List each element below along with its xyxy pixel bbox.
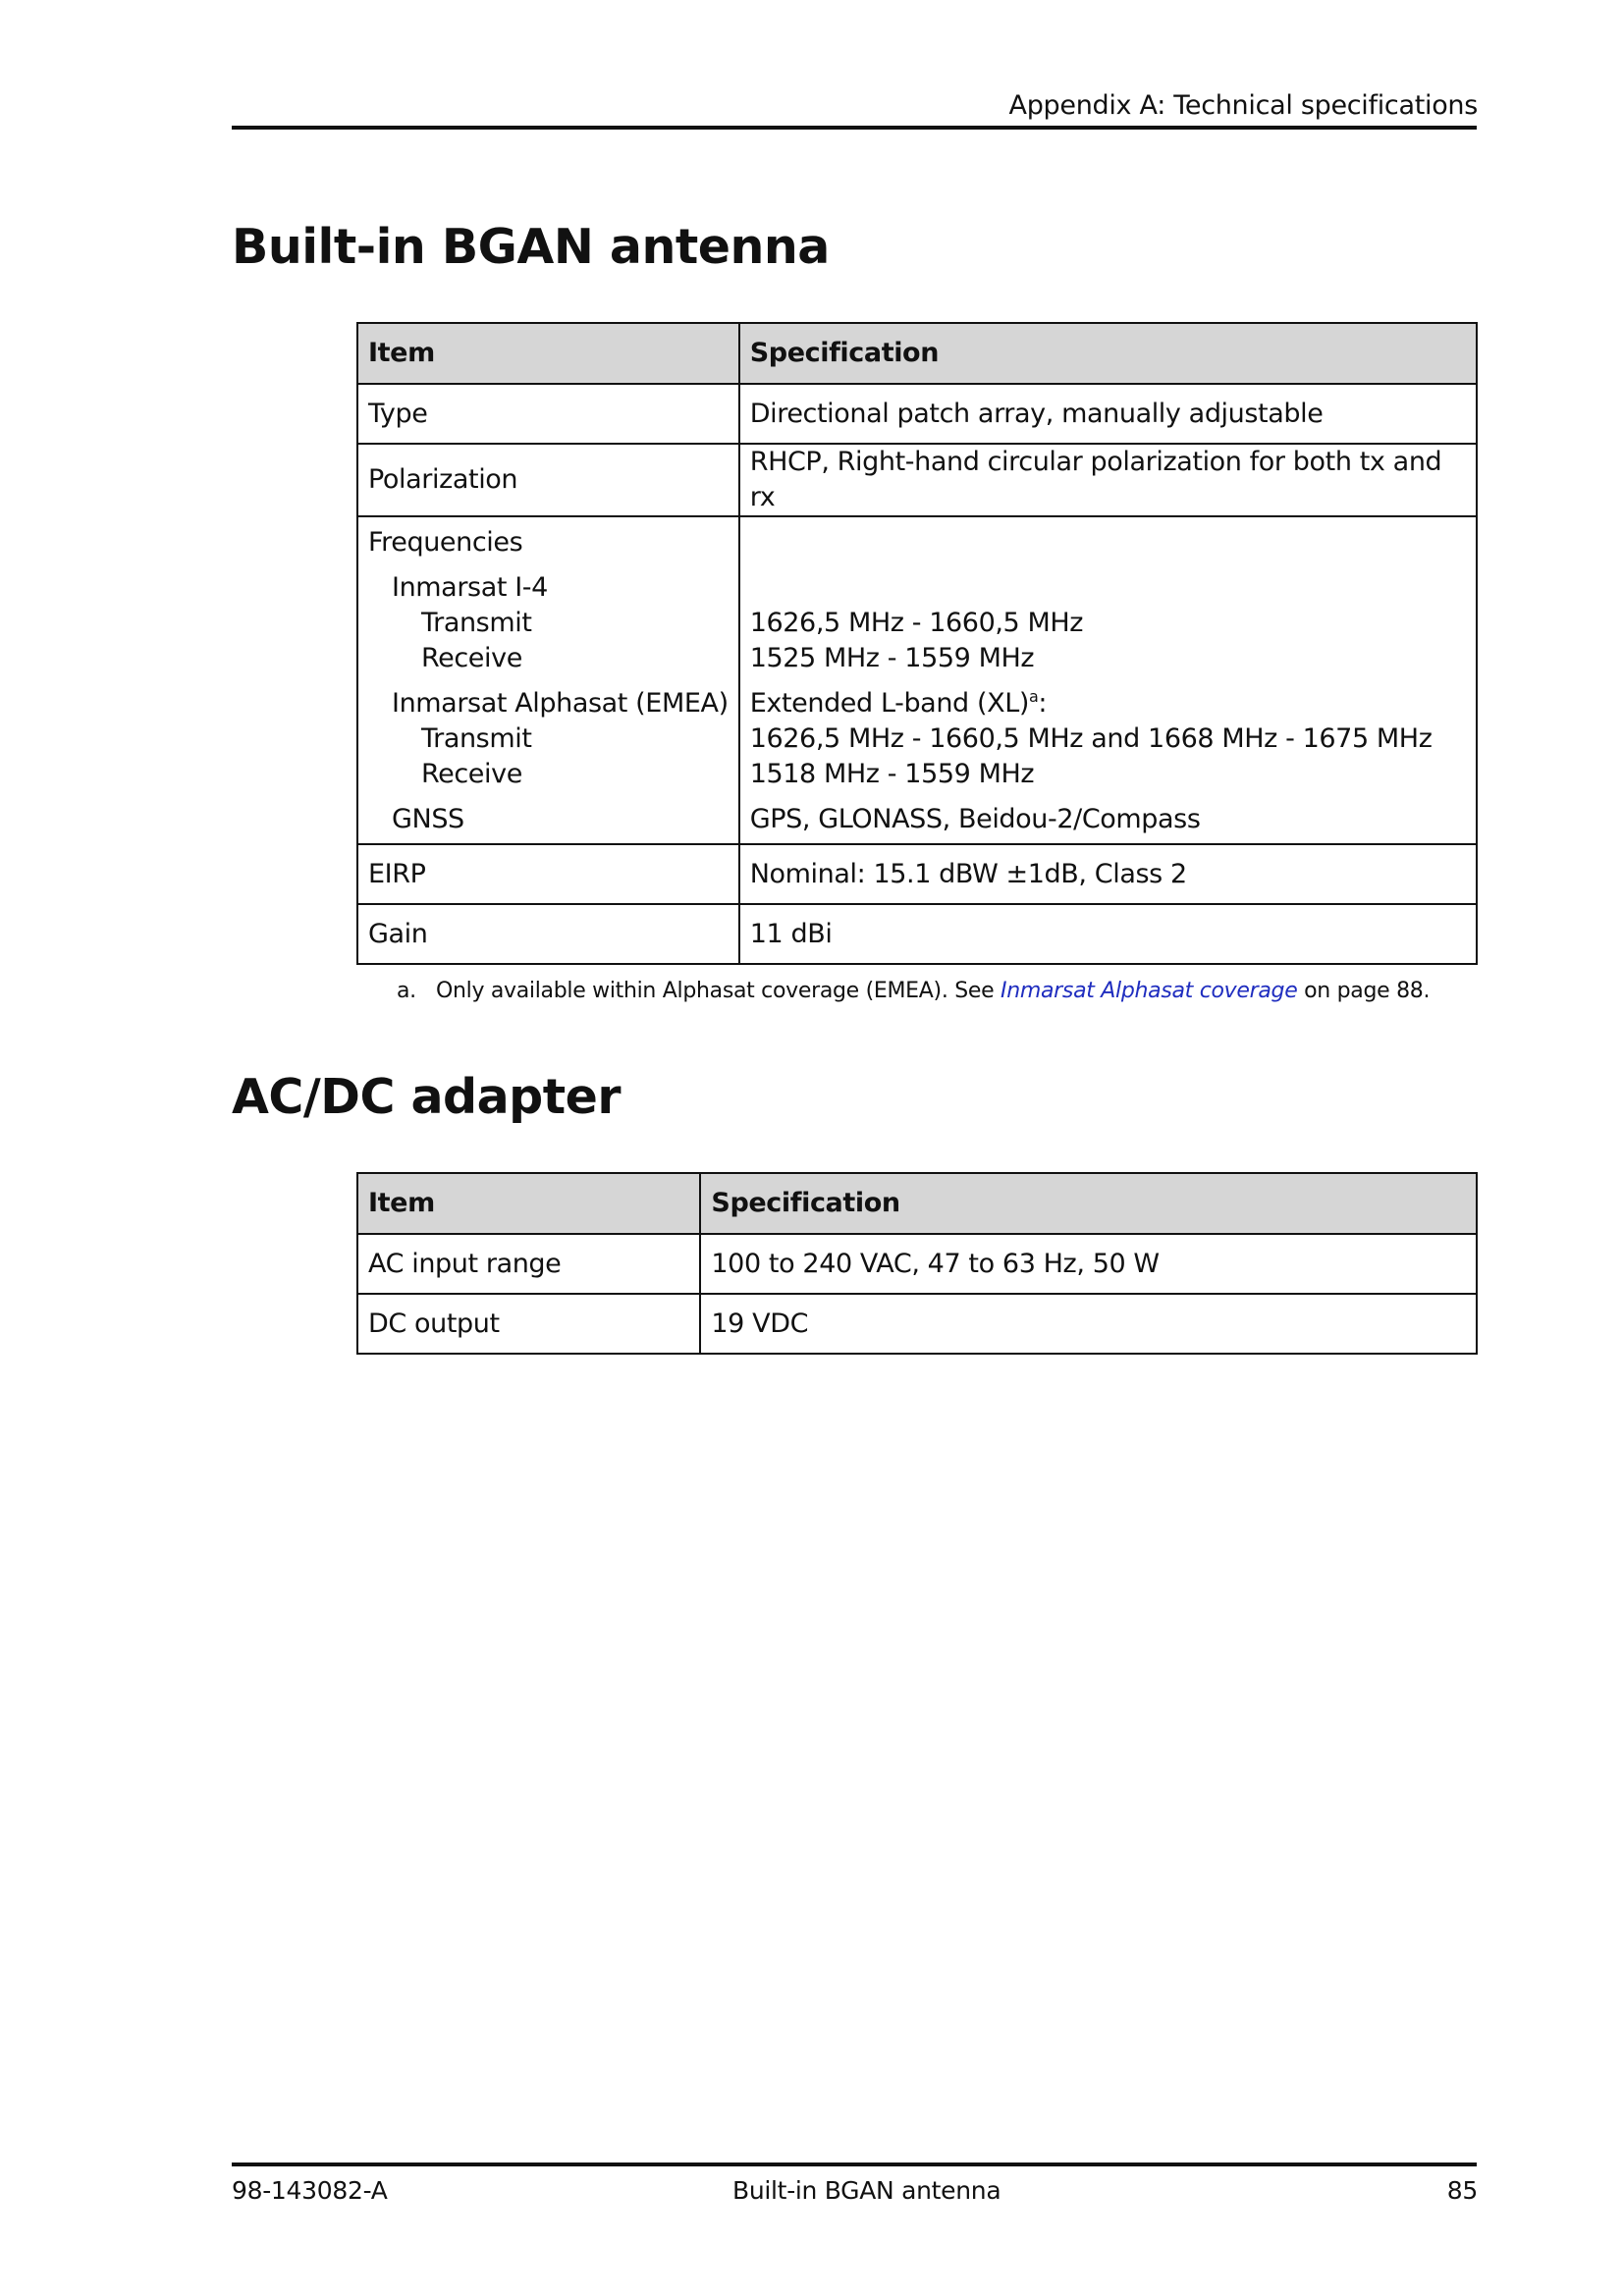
footnote-marker: a	[1028, 687, 1039, 706]
column-header-specification: Specification	[739, 323, 1477, 384]
table-footnote	[397, 978, 1430, 1005]
i4-receive-label: Receive	[421, 643, 522, 673]
row-item-eirp: EIRP	[357, 844, 739, 904]
column-header-specification: Specification	[700, 1173, 1477, 1234]
row-spec-eirp: Nominal: 15.1 dBW ±1dB, Class 2	[739, 844, 1477, 904]
row-item-ac-input: AC input range	[357, 1234, 700, 1294]
column-header-item: Item	[357, 1173, 700, 1234]
i4-receive-value: 1525 MHz - 1559 MHz	[749, 643, 1035, 673]
frequencies-label: Frequencies	[368, 527, 523, 558]
header-rule	[232, 126, 1477, 130]
alphasat-transmit-label: Transmit	[421, 723, 532, 754]
table-row-frequencies	[357, 516, 1477, 844]
footer-section-title: Built-in BGAN antenna	[732, 2176, 1001, 2205]
i4-transmit-value: 1626,5 MHz - 1660,5 MHz	[749, 608, 1084, 638]
row-item-polarization: Polarization	[357, 444, 739, 516]
footer-doc-number: 98-143082-A	[232, 2176, 388, 2205]
footnote-marker-label: a.	[397, 979, 416, 1003]
table-row	[357, 1294, 1477, 1354]
alphasat-coverage-link[interactable]: Inmarsat Alphasat coverage	[1001, 979, 1298, 1003]
antenna-spec-table	[356, 322, 1478, 965]
table-header-row	[357, 1173, 1477, 1234]
gnss-value: GPS, GLONASS, Beidou-2/Compass	[749, 804, 1201, 834]
alphasat-value-line	[750, 686, 1466, 721]
antenna-section-heading: Built-in BGAN antenna	[232, 219, 830, 275]
gnss-label: GNSS	[392, 804, 464, 834]
row-spec-frequencies	[739, 516, 1477, 844]
row-item-frequencies	[357, 516, 739, 844]
page-number: 85	[1446, 2176, 1478, 2205]
row-spec-gain: 11 dBi	[739, 904, 1477, 964]
adapter-spec-table	[356, 1172, 1478, 1355]
table-row	[357, 444, 1477, 516]
alphasat-value: Extended L-band (XL)	[749, 688, 1029, 719]
row-item-gain: Gain	[357, 904, 739, 964]
i4-transmit-label: Transmit	[421, 608, 532, 638]
row-spec-type: Directional patch array, manually adjustable	[739, 384, 1477, 444]
row-item-type: Type	[357, 384, 739, 444]
row-spec-polarization: RHCP, Right-hand circular polarization for both tx and rx	[739, 444, 1477, 516]
i4-spacer	[750, 570, 1466, 606]
footer-rule	[232, 2163, 1477, 2166]
alphasat-value-suffix: :	[1038, 688, 1048, 719]
row-spec-ac-input: 100 to 240 VAC, 47 to 63 Hz, 50 W	[700, 1234, 1477, 1294]
running-header: Appendix A: Technical specifications	[1008, 90, 1478, 121]
footnote-text-after: on page 88.	[1297, 979, 1431, 1003]
footnote-text: Only available within Alphasat coverage (EMEA). See	[435, 979, 1001, 1003]
column-header-item: Item	[357, 323, 739, 384]
row-item-dc-output: DC output	[357, 1294, 700, 1354]
table-row	[357, 1234, 1477, 1294]
alphasat-receive-label: Receive	[421, 759, 522, 789]
frequencies-spacer	[750, 525, 1466, 561]
row-spec-dc-output: 19 VDC	[700, 1294, 1477, 1354]
table-row	[357, 844, 1477, 904]
table-row	[357, 904, 1477, 964]
alphasat-transmit-value: 1626,5 MHz - 1660,5 MHz and 1668 MHz - 1675 MHz	[749, 723, 1433, 754]
alphasat-receive-value: 1518 MHz - 1559 MHz	[749, 759, 1035, 789]
alphasat-label: Inmarsat Alphasat (EMEA)	[392, 688, 729, 719]
table-row	[357, 384, 1477, 444]
table-header-row	[357, 323, 1477, 384]
i4-label: Inmarsat I-4	[392, 572, 548, 603]
adapter-section-heading: AC/DC adapter	[232, 1069, 622, 1125]
